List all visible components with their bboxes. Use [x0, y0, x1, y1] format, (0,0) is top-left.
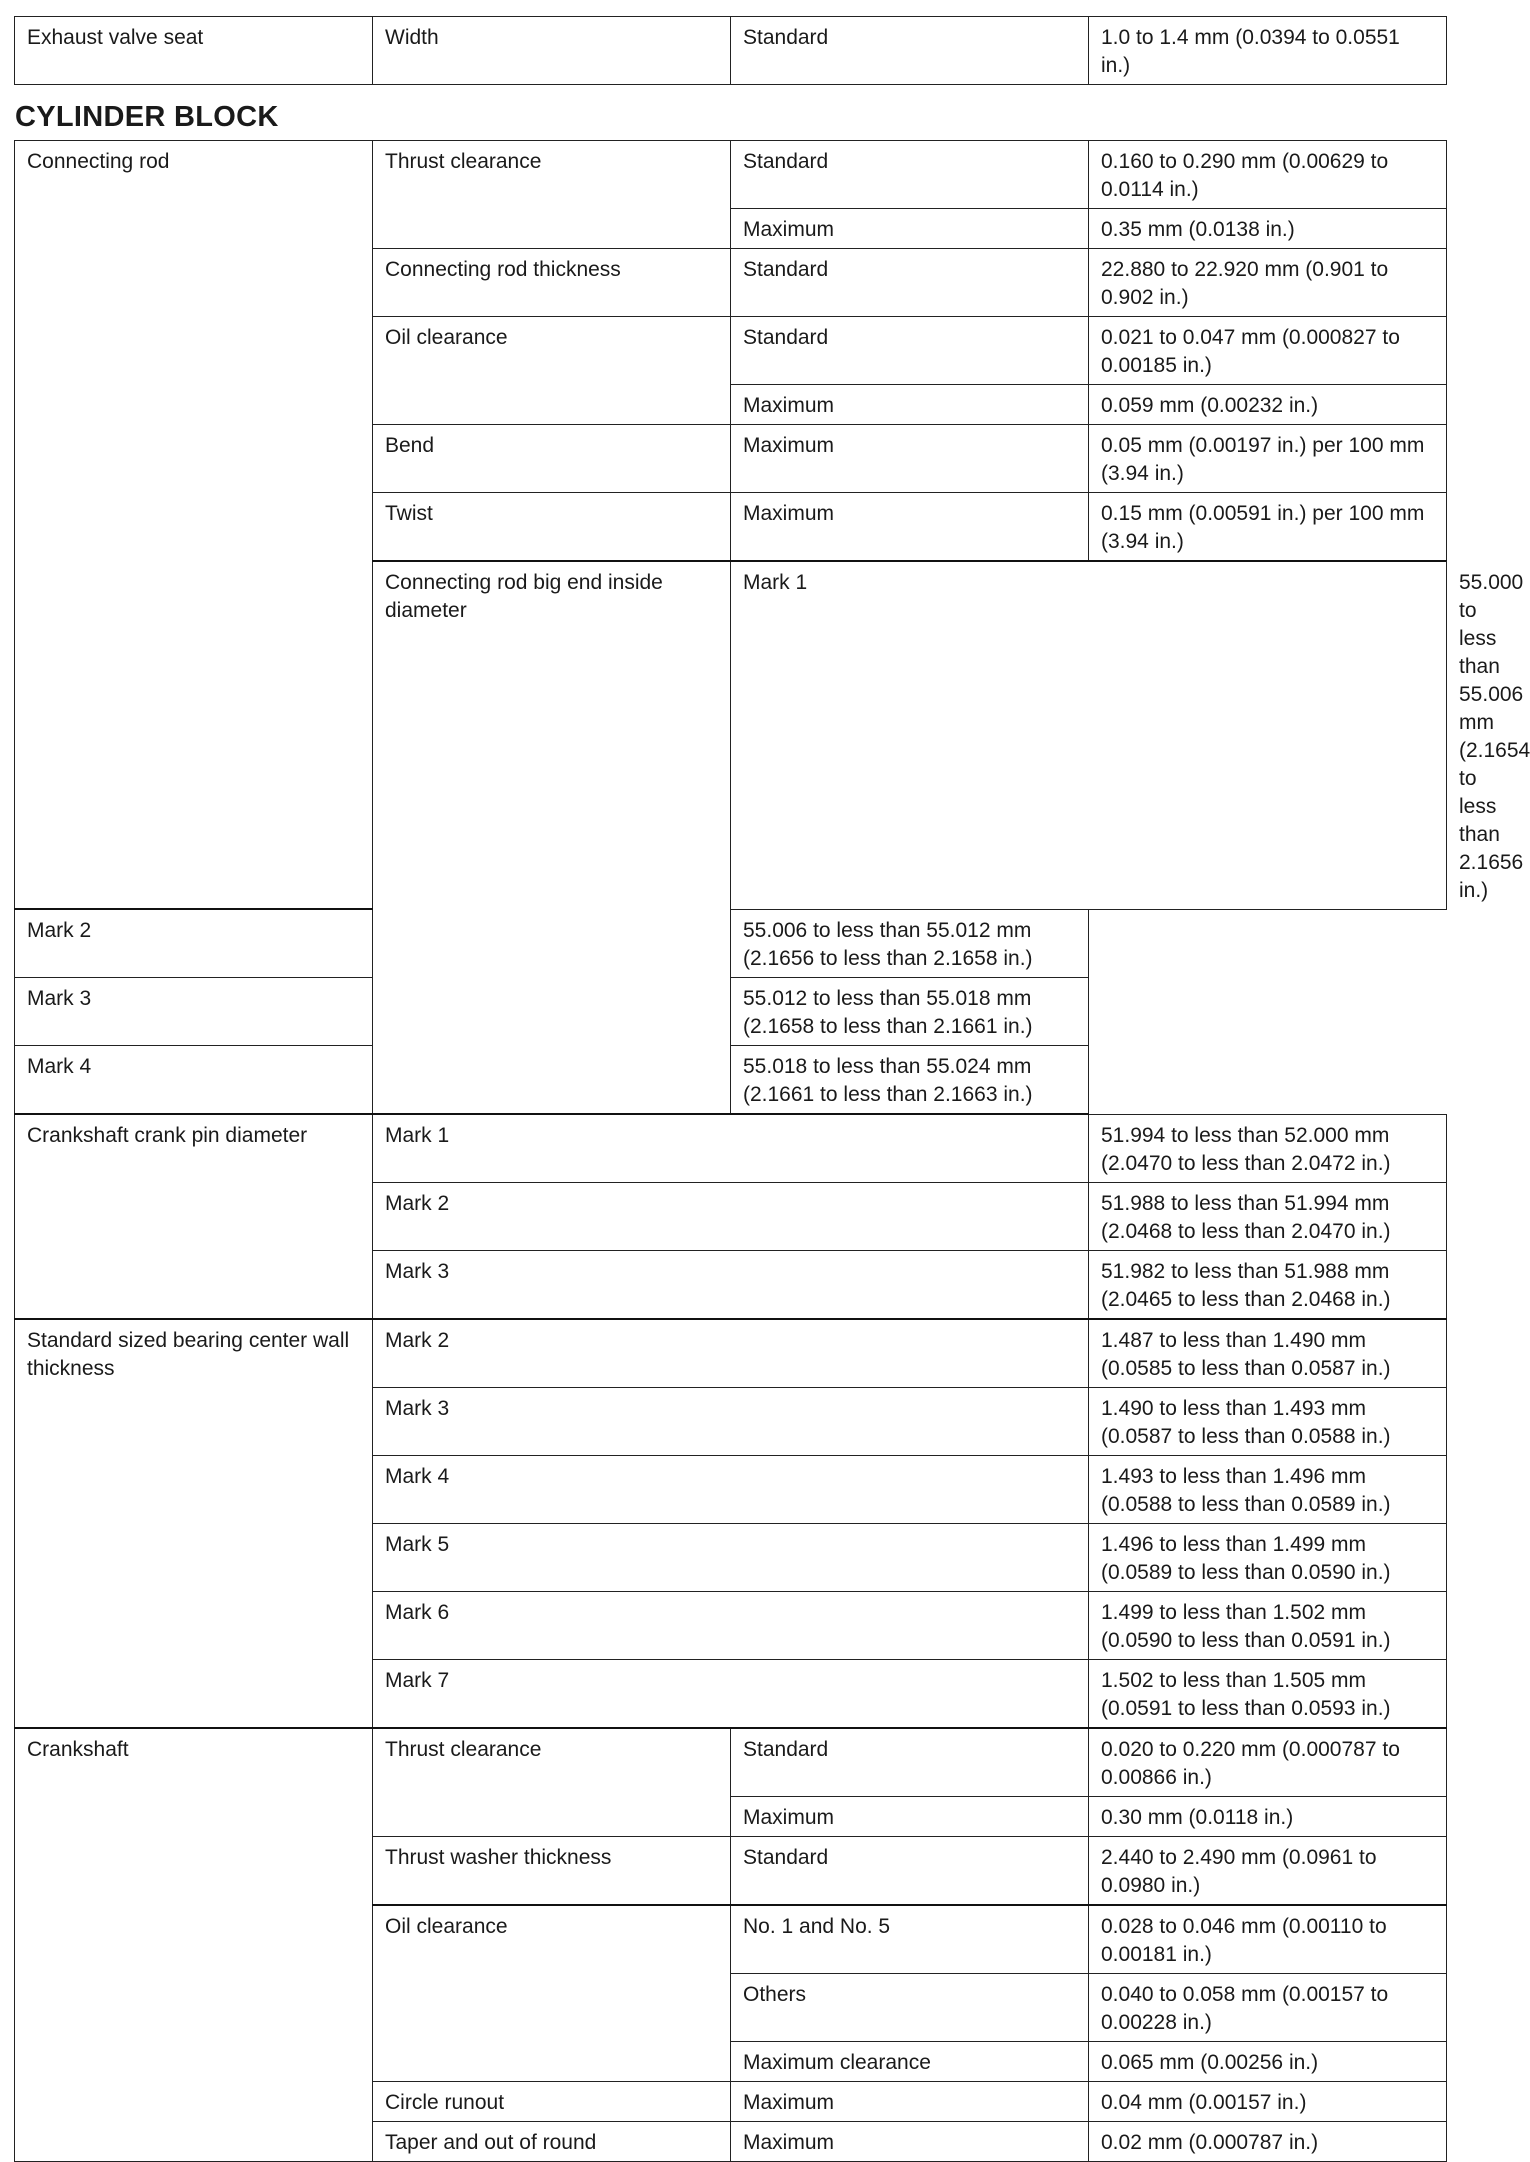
item-cell: Thrust clearance	[373, 141, 731, 249]
value-cell: 1.0 to 1.4 mm (0.0394 to 0.0551 in.)	[1089, 17, 1447, 85]
table-row	[15, 1114, 1447, 1183]
value-cell: 1.487 to less than 1.490 mm (0.0585 to less than 0.0587 in.)	[1089, 1319, 1447, 1388]
table-row	[15, 1319, 1447, 1388]
table-row	[15, 17, 1447, 85]
condition-cell: Maximum	[731, 2082, 1089, 2122]
mark-cell: Mark 1	[731, 561, 1447, 909]
value-cell: 0.04 mm (0.00157 in.)	[1089, 2082, 1447, 2122]
item-cell: Twist	[373, 493, 731, 562]
mark-cell: Mark 2	[373, 1319, 1089, 1388]
table-row	[15, 1046, 1447, 1115]
mark-cell: Mark 5	[373, 1524, 1089, 1592]
item-cell: Width	[373, 17, 731, 85]
mark-cell: Mark 3	[373, 1388, 1089, 1456]
value-cell: 0.15 mm (0.00591 in.) per 100 mm (3.94 in.)	[1089, 493, 1447, 562]
value-cell: 51.988 to less than 51.994 mm (2.0468 to less than 2.0470 in.)	[1089, 1183, 1447, 1251]
condition-cell: Maximum	[731, 2122, 1089, 2162]
item-cell: Bend	[373, 425, 731, 493]
condition-cell: Maximum	[731, 425, 1089, 493]
value-cell: 55.018 to less than 55.024 mm (2.1661 to less than 2.1663 in.)	[731, 1046, 1089, 1115]
value-cell: 55.012 to less than 55.018 mm (2.1658 to less than 2.1661 in.)	[731, 978, 1089, 1046]
value-cell: 0.02 mm (0.000787 in.)	[1089, 2122, 1447, 2162]
value-cell: 51.994 to less than 52.000 mm (2.0470 to less than 2.0472 in.)	[1089, 1114, 1447, 1183]
condition-cell: Maximum	[731, 1797, 1089, 1837]
value-cell: 0.30 mm (0.0118 in.)	[1089, 1797, 1447, 1837]
condition-cell: Standard	[731, 1728, 1089, 1797]
condition-cell: Maximum	[731, 493, 1089, 562]
component-cell: Connecting rod big end inside diameter	[373, 561, 731, 1114]
mark-cell: Mark 3	[15, 978, 731, 1046]
condition-cell: Standard	[731, 249, 1089, 317]
condition-cell: Maximum	[731, 209, 1089, 249]
value-cell: 1.496 to less than 1.499 mm (0.0589 to less than 0.0590 in.)	[1089, 1524, 1447, 1592]
item-cell: Thrust clearance	[373, 1728, 731, 1837]
cylinder-block-table	[14, 140, 1530, 2162]
value-cell: 51.982 to less than 51.988 mm (2.0465 to less than 2.0468 in.)	[1089, 1251, 1447, 1320]
item-cell: Oil clearance	[373, 317, 731, 425]
item-cell: Taper and out of round	[373, 2122, 731, 2162]
section-title: CYLINDER BLOCK	[15, 101, 279, 133]
item-cell: Connecting rod thickness	[373, 249, 731, 317]
table-row	[15, 141, 1447, 209]
item-cell: Thrust washer thickness	[373, 1837, 731, 1906]
value-cell: 0.065 mm (0.00256 in.)	[1089, 2042, 1447, 2082]
value-cell: 1.499 to less than 1.502 mm (0.0590 to less than 0.0591 in.)	[1089, 1592, 1447, 1660]
condition-cell: Standard	[731, 141, 1089, 209]
mark-cell: Mark 1	[373, 1114, 1089, 1183]
value-cell: 2.440 to 2.490 mm (0.0961 to 0.0980 in.)	[1089, 1837, 1447, 1906]
mark-cell: Mark 4	[373, 1456, 1089, 1524]
condition-cell: Maximum	[731, 385, 1089, 425]
item-cell: Oil clearance	[373, 1905, 731, 2082]
value-cell: 0.020 to 0.220 mm (0.000787 to 0.00866 in.)	[1089, 1728, 1447, 1797]
value-cell: 0.040 to 0.058 mm (0.00157 to 0.00228 in.)	[1089, 1974, 1447, 2042]
condition-cell: No. 1 and No. 5	[731, 1905, 1089, 1974]
mark-cell: Mark 3	[373, 1251, 1089, 1320]
mark-cell: Mark 7	[373, 1660, 1089, 1729]
item-cell: Circle runout	[373, 2082, 731, 2122]
table-row	[15, 978, 1447, 1046]
component-cell: Connecting rod	[15, 141, 373, 910]
value-cell: 1.502 to less than 1.505 mm (0.0591 to less than 0.0593 in.)	[1089, 1660, 1447, 1729]
condition-cell: Maximum clearance	[731, 2042, 1089, 2082]
value-cell: 1.493 to less than 1.496 mm (0.0588 to less than 0.0589 in.)	[1089, 1456, 1447, 1524]
condition-cell: Others	[731, 1974, 1089, 2042]
component-cell: Crankshaft	[15, 1728, 373, 2162]
mark-cell: Mark 2	[373, 1183, 1089, 1251]
table-row	[15, 1728, 1447, 1797]
value-cell: 0.160 to 0.290 mm (0.00629 to 0.0114 in.)	[1089, 141, 1447, 209]
table-row: Connecting rod big end inside diameter Mark 1 55.000 to less than 55.006 mm (2.1654 to less than 2.1656 in.)	[15, 561, 1447, 909]
value-cell: 1.490 to less than 1.493 mm (0.0587 to less than 0.0588 in.)	[1089, 1388, 1447, 1456]
condition-cell: Standard	[731, 317, 1089, 385]
condition-cell: Standard	[731, 17, 1089, 85]
component-cell: Standard sized bearing center wall thickness	[15, 1319, 373, 1728]
value-cell: 22.880 to 22.920 mm (0.901 to 0.902 in.)	[1089, 249, 1447, 317]
value-cell: 0.028 to 0.046 mm (0.00110 to 0.00181 in.)	[1089, 1905, 1447, 1974]
value-cell: 0.35 mm (0.0138 in.)	[1089, 209, 1447, 249]
component-cell: Crankshaft crank pin diameter	[15, 1114, 373, 1319]
exhaust-valve-seat-table	[14, 16, 1447, 85]
mark-cell: Mark 4	[15, 1046, 731, 1115]
value-cell: 0.05 mm (0.00197 in.) per 100 mm (3.94 in.)	[1089, 425, 1447, 493]
condition-cell: Standard	[731, 1837, 1089, 1906]
mark-cell: Mark 6	[373, 1592, 1089, 1660]
table-row	[15, 909, 1447, 978]
value-cell: 0.021 to 0.047 mm (0.000827 to 0.00185 in.)	[1089, 317, 1447, 385]
component-cell: Exhaust valve seat	[15, 17, 373, 85]
value-cell: 0.059 mm (0.00232 in.)	[1089, 385, 1447, 425]
value-cell: 55.006 to less than 55.012 mm (2.1656 to less than 2.1658 in.)	[731, 909, 1089, 978]
mark-cell: Mark 2	[15, 909, 731, 978]
